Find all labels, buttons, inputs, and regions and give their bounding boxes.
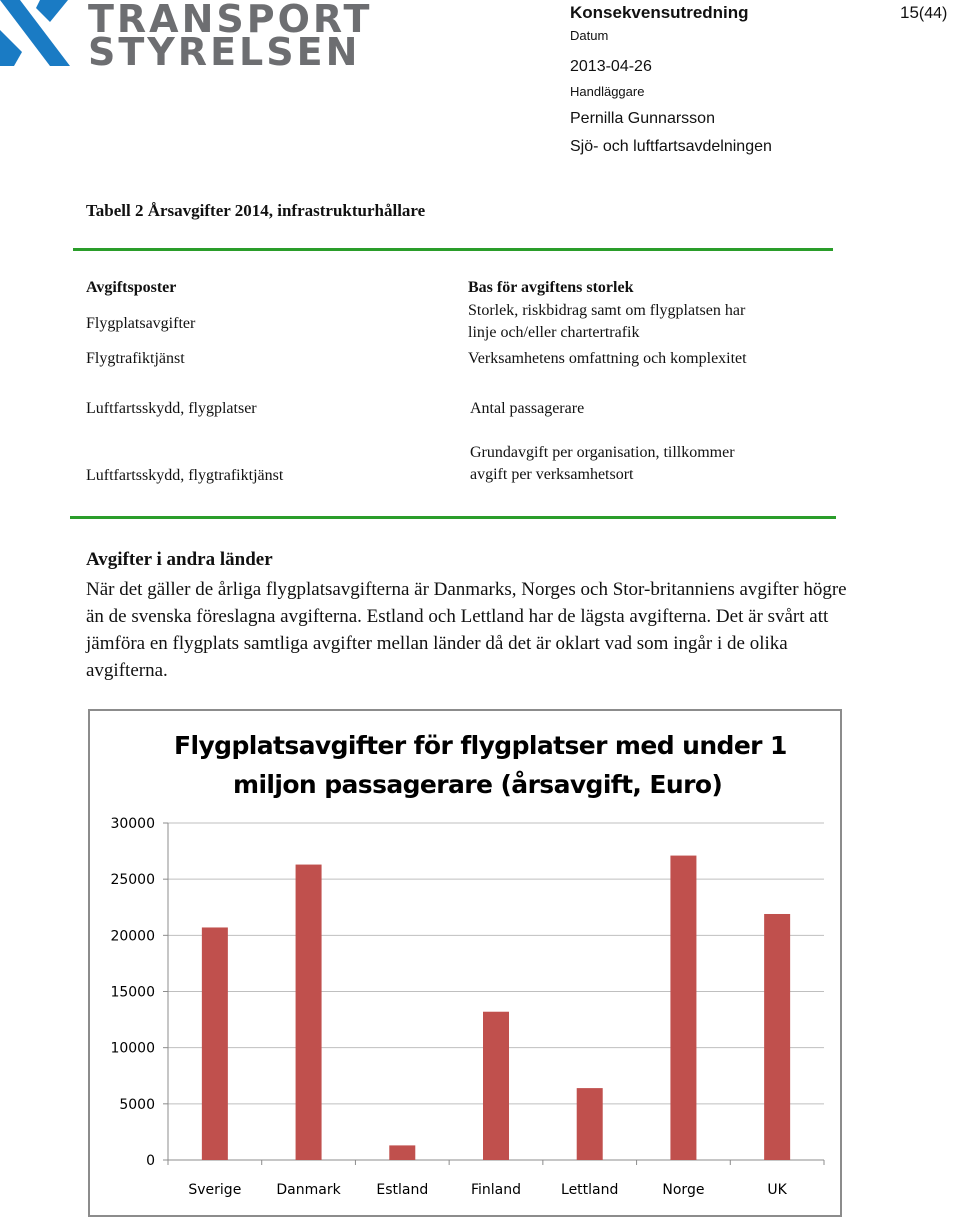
table-row-basis: [468, 300, 745, 344]
bar-norge: [670, 856, 696, 1160]
document-title: Konsekvensutredning: [570, 3, 749, 22]
chart-svg: [90, 711, 840, 1215]
page-total: (44): [918, 5, 948, 22]
section-heading: Avgifter i andra länder: [86, 549, 273, 570]
bar-uk: [764, 914, 790, 1160]
table-top-rule: [73, 248, 833, 251]
bar-chart: [88, 709, 842, 1217]
handler-name: Pernilla Gunnarsson: [570, 110, 715, 127]
date-value: 2013-04-26: [570, 58, 652, 75]
handler-label: Handläggare: [570, 84, 645, 99]
table-row-basis-line: avgift per verksamhetsort: [470, 466, 634, 483]
table-row-item: Flygtrafiktjänst: [86, 350, 185, 367]
page-current: 15: [900, 3, 919, 22]
y-tick-label: 15000: [110, 984, 155, 1001]
x-tick-label: Finland: [470, 1182, 522, 1198]
x-tick-label: Danmark: [276, 1182, 341, 1198]
table-row-basis-line: linje och/eller chartertrafik: [468, 324, 640, 341]
table-row-basis-line: Storlek, riskbidrag samt om flygplatsen har: [468, 302, 746, 319]
logo-mark-icon: [0, 0, 80, 70]
table-row-basis: Antal passagerare: [470, 400, 585, 417]
table-bottom-rule: [70, 516, 836, 519]
department: Sjö- och luftfartsavdelningen: [570, 138, 772, 155]
y-tick-label: 20000: [110, 928, 155, 945]
table-header-items: Avgiftsposter: [86, 279, 177, 296]
x-tick-label: Norge: [662, 1182, 705, 1198]
table-row-item: Flygplatsavgifter: [86, 315, 196, 332]
y-tick-label: 25000: [110, 872, 155, 889]
page-number: [900, 3, 947, 23]
table-row-basis-line: Grundavgift per organisation, tillkommer: [470, 444, 735, 461]
chart-title-line2: miljon passagerare (årsavgift, Euro): [233, 770, 723, 799]
x-tick-label: Sverige: [188, 1182, 242, 1198]
y-tick-label: 0: [146, 1153, 155, 1169]
y-tick-label: 10000: [110, 1040, 155, 1057]
body-paragraph: När det gäller de årliga flygplatsavgifterna är Danmarks, Norges och Stor-britanniens avgifter högre än de svenska föreslagna avgifterna. Estland och Lettland har de lägsta avgifterna. Det är svårt att jämföra en flygplats samtliga avgifter mellan länder då det är oklart vad som ingår i de olika avgifterna.: [86, 579, 847, 681]
table-row-item: Luftfartsskydd, flygplatser: [86, 400, 257, 417]
chart-title-line1: Flygplatsavgifter för flygplatser med under 1: [174, 731, 787, 760]
date-label: Datum: [570, 28, 609, 43]
table-row-basis: Verksamhetens omfattning och komplexitet: [468, 350, 747, 367]
y-tick-label: 30000: [110, 816, 155, 832]
transportstyrelsen-logo: [0, 0, 373, 74]
x-tick-label: UK: [767, 1182, 787, 1198]
x-tick-label: Lettland: [561, 1182, 619, 1198]
x-tick-label: Estland: [376, 1182, 429, 1198]
y-tick-label: 5000: [119, 1096, 155, 1113]
logo-text-line2: STYRELSEN: [88, 30, 361, 74]
bar-finland: [483, 1012, 509, 1160]
logo-text-line1: TRANSPORT: [88, 0, 373, 41]
bar-danmark: [296, 865, 322, 1160]
table-row-basis: [470, 442, 735, 486]
bar-lettland: [577, 1088, 603, 1160]
table-row-item: Luftfartsskydd, flygtrafiktjänst: [86, 467, 284, 484]
bar-estland: [389, 1145, 415, 1160]
table-caption: Tabell 2 Årsavgifter 2014, infrastrukturhållare: [86, 201, 426, 220]
bar-sverige: [202, 927, 228, 1160]
table-header-basis: Bas för avgiftens storlek: [468, 279, 634, 296]
